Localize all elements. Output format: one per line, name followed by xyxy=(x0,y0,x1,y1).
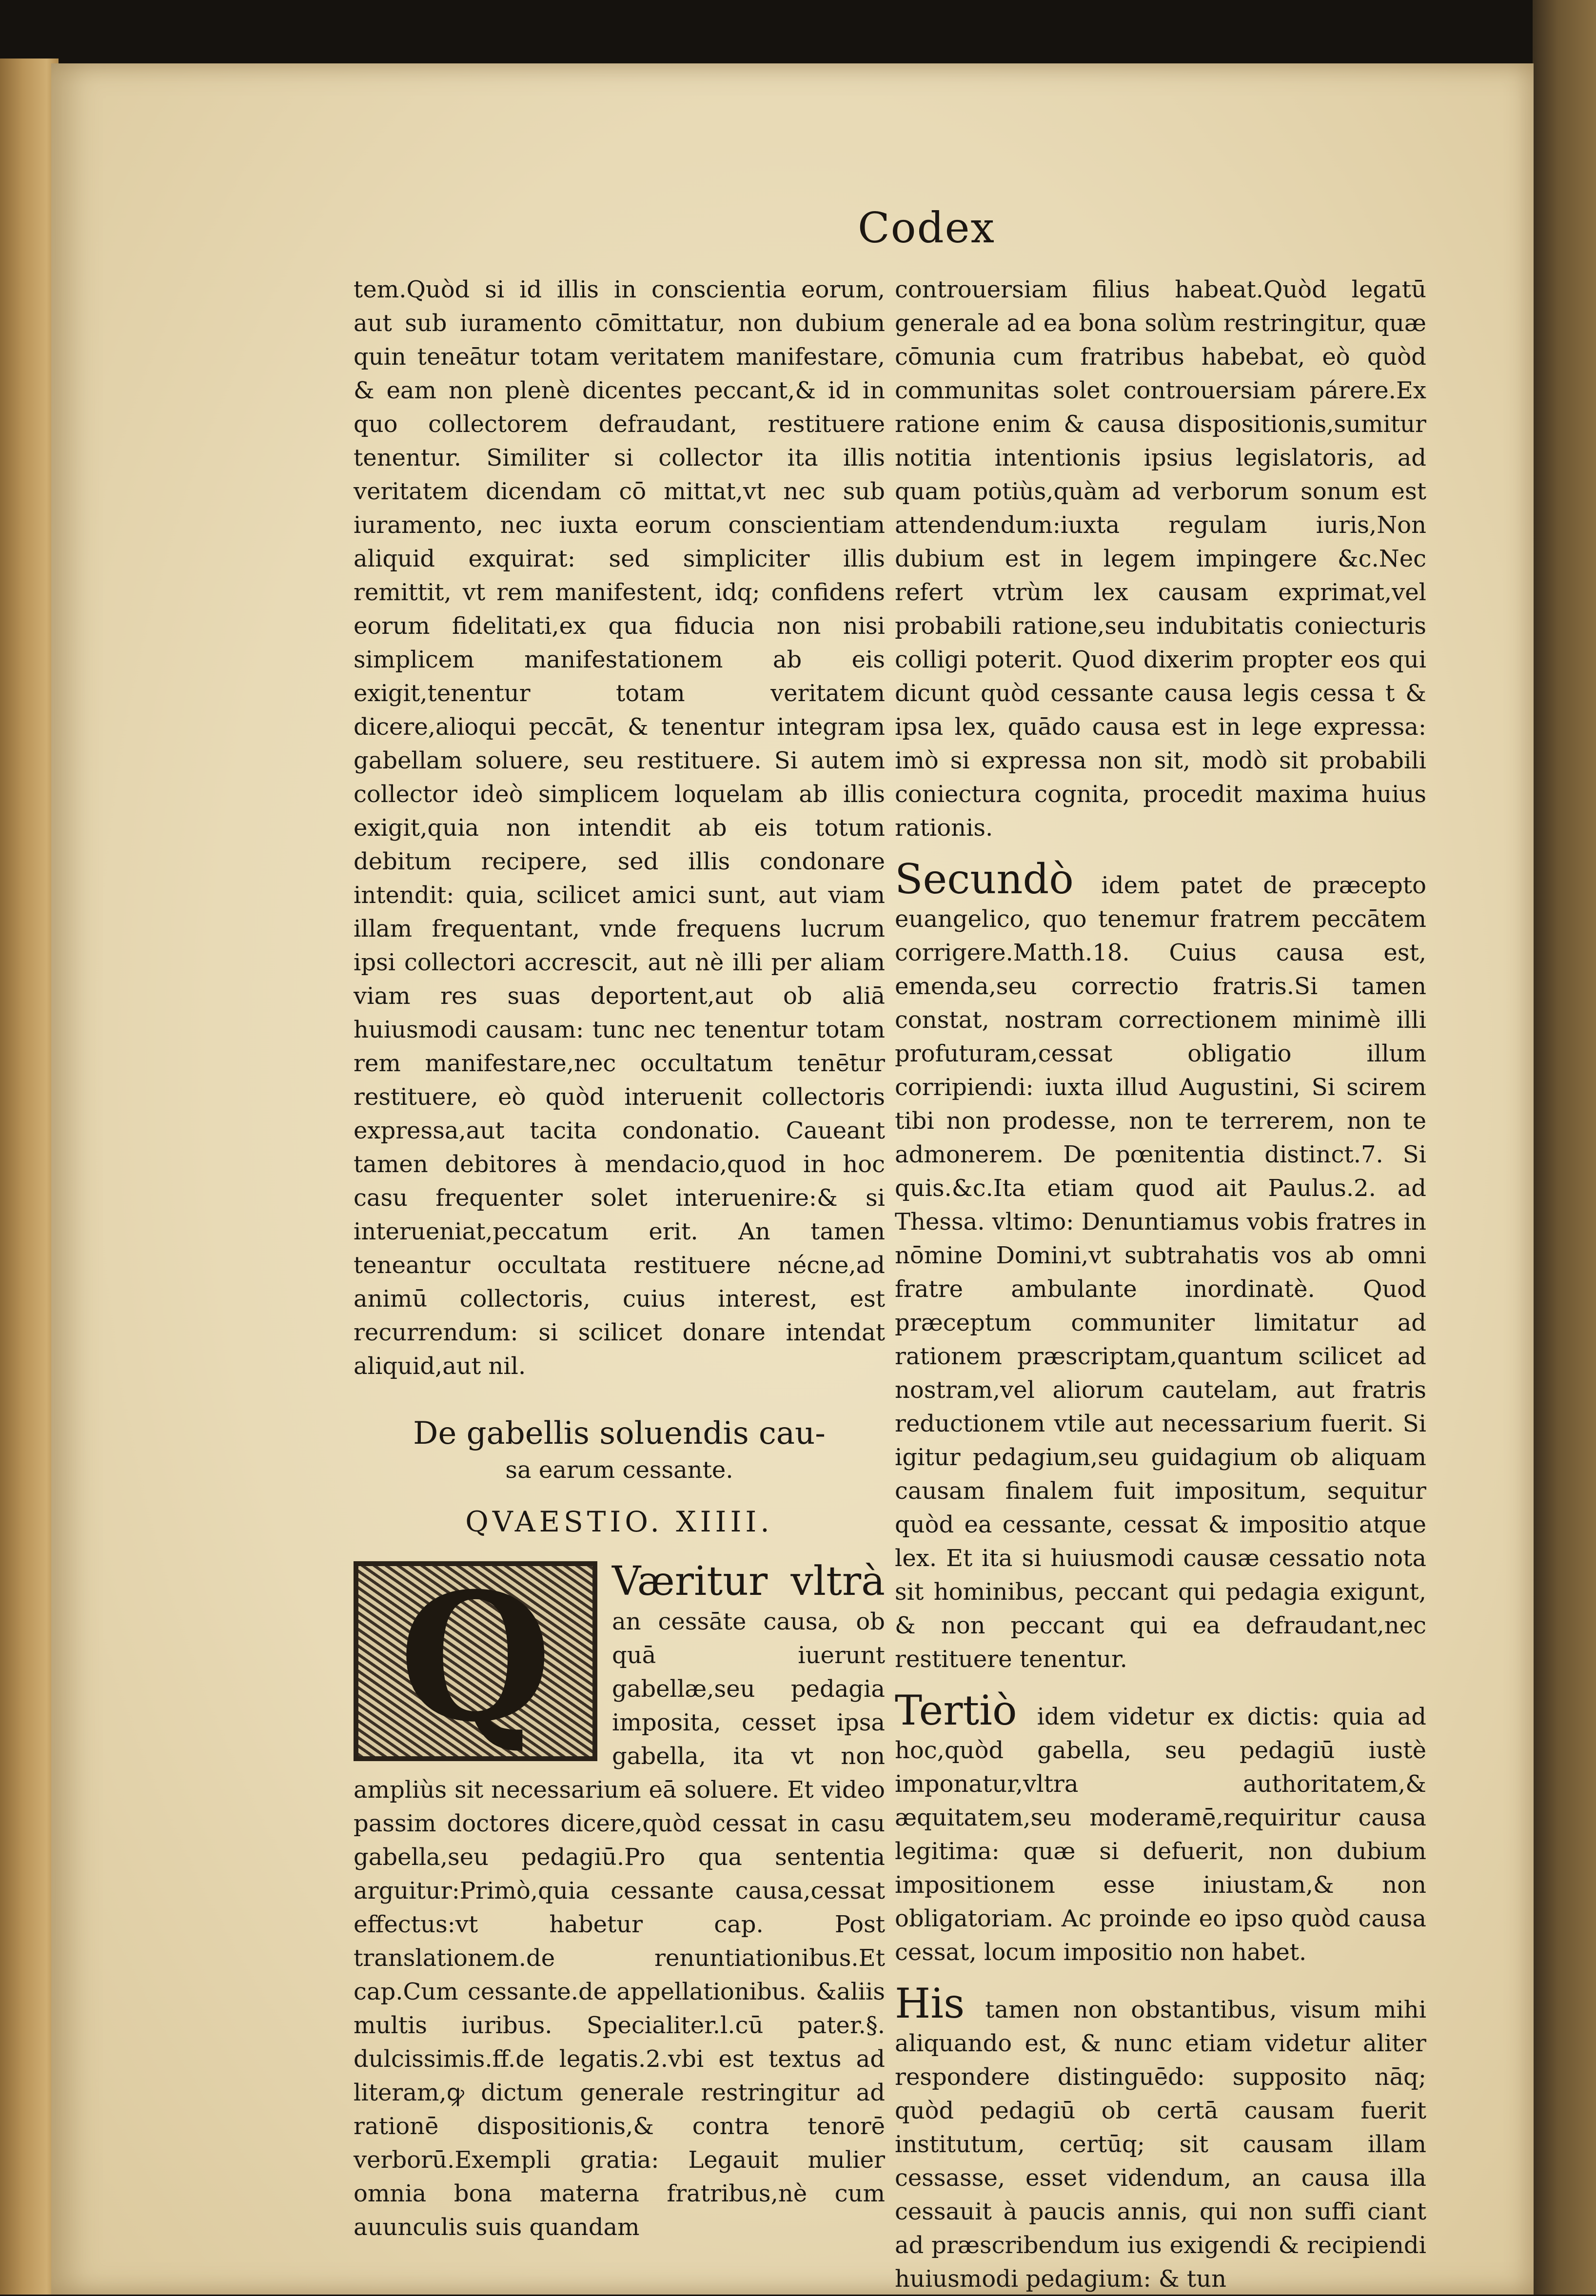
his-word: His xyxy=(895,1980,965,2027)
decorated-initial xyxy=(354,1554,597,1761)
right-column xyxy=(895,273,1426,2296)
section-title: De gabellis soluendis cau- xyxy=(413,1415,826,1452)
book-edge-right xyxy=(1533,0,1596,2295)
initial-paragraph xyxy=(354,1554,885,2244)
left-column xyxy=(354,273,885,2244)
running-head: Codex xyxy=(857,204,996,253)
right-paragraph-3-block xyxy=(895,1687,1427,1969)
right-paragraph-4-block xyxy=(895,1980,1426,2296)
question-label: QVAESTIO. XIIII. xyxy=(465,1505,773,1538)
left-paragraph-2: an cessāte causa, ob quā iuerunt gabellæ,seu pedagia imposita, cesset ipsa gabella, ita vt non ampliùs sit necessarium eā soluere. Et video passim doctores dicere,quòd cessat in casu gabella,seu pedagiū.Pro qua sententia arguitur:Primò,quia cessante causa,cessat effectus:vt habetur cap. Post translationem.de renuntiationibus.Et cap.Cum cessante.de appellationibus. &aliis multis iuribus. Specialiter.l.cū pater.§. dulcissimis.ff.de legatis.2.vbi est textus ad literam,ꝙ dictum generale restringitur ad rationē dispositionis,& contra tenorē verborū.Exempli gratia: Legauit mulier omnia bona materna fratribus,nè cum auunculis suis quandam xyxy=(354,1608,885,2241)
tertio-word: Tertiò xyxy=(895,1687,1017,1734)
right-paragraph-3: idem videtur ex dictis: quia ad hoc,quòd gabella, seu pedagiū iustè imponatur,vltra authoritatem,& æquitatem,seu moderamē,requiritur causa legitima: quæ si defuerit, non dubium impositionem esse iniustam,& non obligatoriam. Ac proinde eo ipso quòd causa cessat, locum impositio non habet. xyxy=(895,1703,1427,1966)
page-edge-left xyxy=(0,59,59,2295)
section-subtitle: sa earum cessante. xyxy=(505,1456,733,1484)
lead-word: Væritur vltrà xyxy=(612,1558,885,1605)
right-paragraph-2-block xyxy=(895,855,1427,1676)
initial-letter: Q xyxy=(399,1554,552,1761)
right-paragraph-4: tamen non obstantibus, visum mihi aliquando est, & nunc etiam videtur aliter respondere distinguēdo: supposito nāq; quòd pedagiū ob certā causam fuerit institutum, certūq; sit causam illam cessasse, esset videndum, an causa illa cessauit à paucis annis, qui non suffi ciant ad præscribendum ius exigendi & recipiendi huiusmodi pedagium: & tun xyxy=(895,1996,1426,2293)
right-paragraph-1: controuersiam filius habeat.Quòd legatū generale ad ea bona solùm restringitur, quæ cōmunia cum fratribus habebat, eò quòd communitas solet controuersiam párere.Ex ratione enim & causa dispositionis,sumitur notitia intentionis ipsius legislatoris, ad quam potiùs,quàm ad verborum sonum est attendendum:iuxta regulam iuris,Non dubium est in legem impingere &c.Nec refert vtrùm lex causam exprimat,vel probabili ratione,seu indubitatis coniecturis colligi poterit. Quod dixerim propter eos qui dicunt quòd cessante causa legis cessa t & ipsa lex, quādo causa est in lege expressa: imò si expressa non sit, modò sit probabili coniectura cognita, procedit maxima huius rationis. xyxy=(895,276,1426,842)
secundo-word: Secundò xyxy=(895,855,1074,903)
left-paragraph-1: tem.Quòd si id illis in conscientia eorum, aut sub iuramento cōmittatur, non dubium quin teneātur totam veritatem manifestare, & eam non plenè dicentes peccant,& id in quo collectorem defraudant, restituere tenentur. Similiter si collector ita illis veritatem dicendam cō mittat,vt nec sub iuramento, nec iuxta eorum conscientiam aliquid exquirat: sed simpliciter illis remittit, vt rem manifestent, idq; confidens eorum fidelitati,ex qua fiducia non nisi simplicem manifestationem ab eis exigit,tenentur totam veritatem dicere,alioqui peccāt, & tenentur integram gabellam soluere, seu restituere. Si autem collector ideò simplicem loquelam ab illis exigit,quia non intendit ab eis totum debitum recipere, sed illis condonare intendit: quia, scilicet amici sunt, aut viam illam frequentant, vnde frequens lucrum ipsi collectori accrescit, aut nè illi per aliam viam res suas deportent,aut ob aliā huiusmodi causam: tunc nec tenentur totam rem manifestare,nec occultatum tenētur restituere, eò quòd interuenit collectoris expressa,aut tacita condonatio. Caueant tamen debitores à mendacio,quod in hoc casu frequenter solet interuenire:& si interueniat,peccatum erit. An tamen teneantur occultata restituere nécne,ad animū collectoris, cuius interest, est recurrendum: si scilicet donare intendat aliquid,aut nil. xyxy=(354,276,885,1380)
right-paragraph-2: idem patet de præcepto euangelico, quo tenemur fratrem peccātem corrigere.Matth.18. Cuius causa est, emenda,seu correctio fratris.Si tamen constat, nostram correctionem minimè illi profuturam,cessat obligatio illum corripiendi: iuxta illud Augustini, Si scirem tibi non prodesse, non te terrerem, non te admonerem. De pœnitentia distinct.7. Si quis.&c.Ita etiam quod ait Paulus.2. ad Thessa. vltimo: Denuntiamus vobis fratres in nōmine Domini,vt subtrahatis vos ab omni fratre ambulante inordinatè. Quod præceptum communiter limitatur ad rationem præscriptam,quantum scilicet ad nostram,vel aliorum cautelam, aut fratris reductionem vtile aut necessarium fuerit. Si igitur pedagium,seu guidagium ob aliquam causam finalem fuit impositum, sequitur quòd ea cessante, cessat & impositio atque lex. Et ita si huiusmodi causæ cessatio nota sit hominibus, peccant qui pedagia exigunt, & non peccant qui ea defraudant,nec restituere tenentur. xyxy=(895,872,1427,1673)
